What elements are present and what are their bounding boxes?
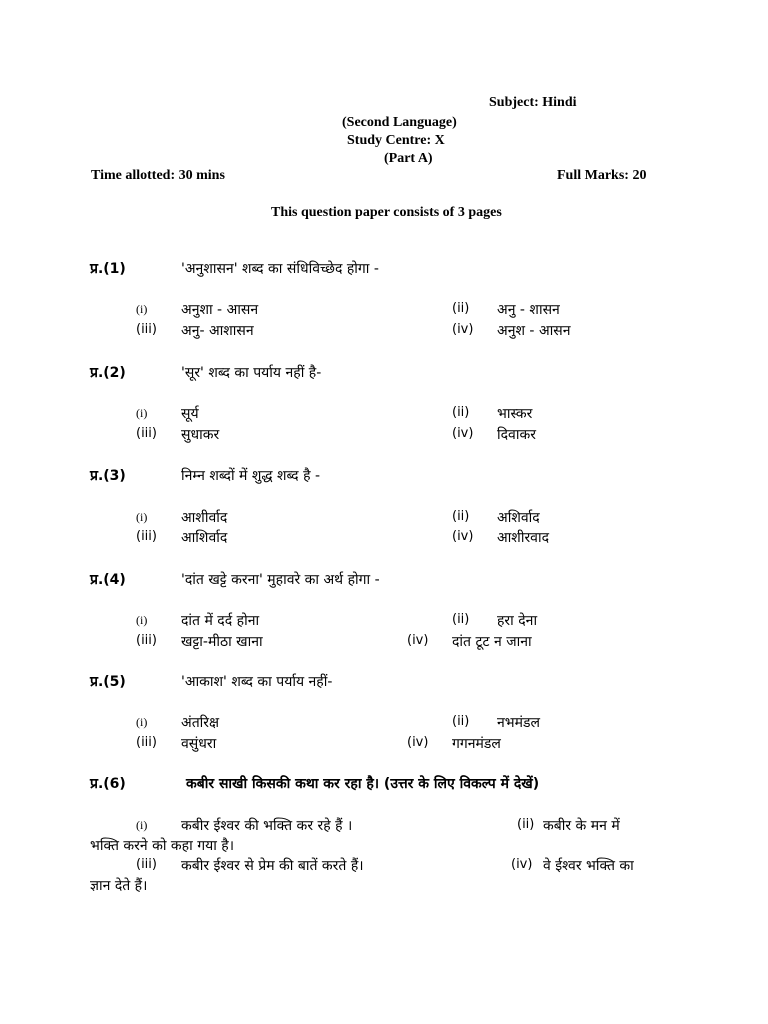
option-number: (iv) — [511, 857, 533, 872]
question-number: प्र.(3) — [90, 468, 126, 484]
option-number: (iii) — [136, 633, 157, 648]
option-text: गगनमंडल — [452, 736, 501, 752]
option-number: (ii) — [452, 405, 470, 420]
option-text: अनुश - आसन — [497, 323, 571, 339]
question-number: प्र.(4) — [90, 572, 126, 588]
option-number: (iv) — [452, 426, 474, 441]
option-text: नभमंडल — [497, 715, 540, 731]
option-text: भास्कर — [497, 406, 533, 422]
option-number: (iv) — [407, 633, 429, 648]
option-text: वसुंधरा — [181, 736, 217, 752]
question-text: निम्न शब्दों में शुद्ध शब्द है - — [181, 468, 321, 484]
option-text: खट्टा-मीठा खाना — [181, 634, 263, 650]
question-text: 'आकाश' शब्द का पर्याय नहीं- — [181, 674, 333, 690]
option-number: (i) — [136, 510, 148, 524]
option-text-continued: ज्ञान देते हैं। — [90, 878, 148, 894]
option-text: कबीर ईश्वर से प्रेम की बातें करते हैं। — [181, 858, 364, 874]
option-number: (i) — [136, 302, 148, 316]
subject-line: Subject: Hindi — [489, 95, 577, 110]
option-text: अशिर्वाद — [497, 510, 540, 526]
option-number: (ii) — [452, 714, 470, 729]
question-number: प्र.(1) — [90, 261, 126, 277]
option-number: (i) — [136, 715, 148, 729]
option-text: अनु - शासन — [497, 302, 560, 318]
option-number: (iii) — [136, 735, 157, 750]
option-number: (ii) — [517, 817, 535, 832]
option-number: (i) — [136, 818, 148, 832]
pages-note: This question paper consists of 3 pages — [271, 205, 502, 220]
option-number: (iii) — [136, 322, 157, 337]
option-number: (iv) — [407, 735, 429, 750]
question-text: 'दांत खट्टे करना' मुहावरे का अर्थ होगा - — [181, 572, 380, 588]
option-text: दांत में दर्द होना — [181, 613, 260, 629]
option-text: आशिर्वाद — [181, 530, 228, 546]
question-text: कबीर साखी किसकी कथा कर रहा है। (उत्तर के लिए विकल्प में देखें) — [186, 776, 540, 792]
option-text: अनु- आशासन — [181, 323, 254, 339]
option-text: कबीर ईश्वर की भक्ति कर रहे हैं । — [181, 818, 353, 834]
question-text: 'अनुशासन' शब्द का संधिविच्छेद होगा - — [181, 261, 379, 277]
question-number: प्र.(6) — [90, 776, 126, 792]
option-text: सुधाकर — [181, 427, 220, 443]
option-number: (ii) — [452, 509, 470, 524]
time-allotted: Time allotted: 30 mins — [91, 168, 225, 183]
option-text-continued: भक्ति करने को कहा गया है। — [90, 838, 235, 854]
question-text: 'सूर' शब्द का पर्याय नहीं है- — [181, 365, 322, 381]
option-text: हरा देना — [497, 613, 538, 629]
option-number: (iii) — [136, 426, 157, 441]
option-text: आशीर्वाद — [181, 510, 228, 526]
study-centre-line: Study Centre: X — [347, 133, 445, 148]
question-number: प्र.(2) — [90, 365, 126, 381]
option-number: (iii) — [136, 857, 157, 872]
option-number: (i) — [136, 406, 148, 420]
question-number: प्र.(5) — [90, 674, 126, 690]
full-marks: Full Marks: 20 — [557, 168, 647, 183]
part-line: (Part A) — [384, 151, 433, 166]
second-language-line: (Second Language) — [342, 115, 457, 130]
option-number: (iv) — [452, 529, 474, 544]
option-text: अंतरिक्ष — [181, 715, 220, 731]
option-number: (i) — [136, 613, 148, 627]
option-number: (iv) — [452, 322, 474, 337]
option-number: (iii) — [136, 529, 157, 544]
option-text: सूर्य — [181, 406, 199, 422]
option-number: (ii) — [452, 301, 470, 316]
option-text: कबीर के मन में — [543, 818, 620, 834]
option-text: दिवाकर — [497, 427, 536, 443]
option-text: दांत टूट न जाना — [452, 634, 532, 650]
option-text: अनुशा - आसन — [181, 302, 259, 318]
option-text: आशीरवाद — [497, 530, 550, 546]
option-number: (ii) — [452, 612, 470, 627]
option-text: वे ईश्वर भक्ति का — [543, 858, 634, 874]
